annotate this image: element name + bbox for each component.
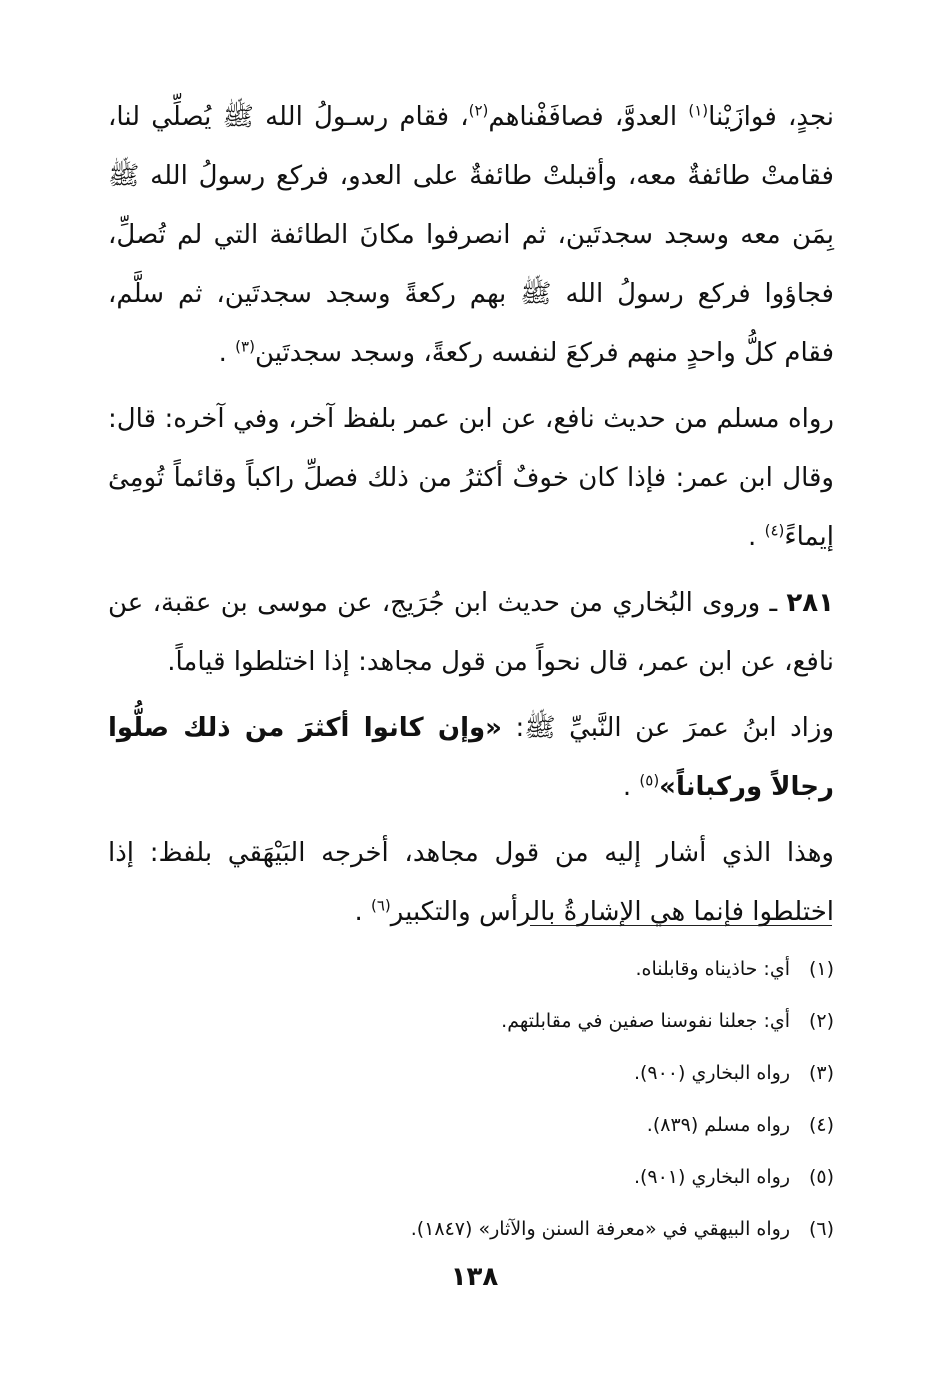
footnotes-list (108, 943, 834, 1255)
footnote-text: رواه البخاري (٩٠١). (633, 1166, 790, 1188)
footnote-text: أي: حاذيناه وقابلناه. (635, 958, 790, 980)
footnote-ref: (٦) (370, 896, 391, 915)
footnote (108, 1203, 834, 1255)
footnote-number: (٥) (808, 1166, 834, 1188)
footnote-text: أي: جعلنا نفوسنا صفين في مقابلتهم. (501, 1010, 790, 1032)
text-run: . (354, 897, 371, 927)
bold-text-run: «وإن كانوا أكثرَ من ذلك صلُّوا رجالاً وركباناً» (108, 713, 834, 802)
footnote (108, 943, 834, 995)
footnote (108, 1151, 834, 1203)
text-run: نجدٍ، فوازَيْنا (708, 102, 834, 132)
footnote-divider (530, 925, 832, 926)
footnote-text: رواه البيهقي في «معرفة السنن والآثار» (١٨٤٧). (410, 1218, 790, 1240)
footnote (108, 995, 834, 1047)
bold-text-run: ٢٨١ (786, 588, 834, 618)
footnote (108, 1099, 834, 1151)
text-run: ، فقام رسـولُ الله ﷺ يُصلِّي لنا، فقامتْ طائفةٌ معه، وأقبلتْ طائفةٌ على العدو، فركع رسولُ الله ﷺ بِمَن معه وسجد سجدتَين، ثم انصرفوا مكانَ الطائفة التي لم تُصلِّ، فجاؤوا فركع رسولُ الله ﷺ بهم ركعةً وسجد سجدتَين، ثم سلَّم، فقام كلُّ واحدٍ منهم فركعَ لنفسه ركعةً، وسجد سجدتَين (108, 102, 834, 368)
text-run: . (218, 338, 236, 368)
footnote-ref: (٥) (639, 771, 660, 790)
footnote-text: رواه مسلم (٨٣٩). (646, 1114, 790, 1136)
page-number: ١٣٨ (450, 1262, 499, 1292)
text-run: . (622, 772, 640, 802)
paragraph (108, 390, 834, 567)
text-run: ـ وروى البُخاري من حديث ابن جُرَيج، عن موسى بن عقبة، عن نافع، عن ابن عمر، قال نحواً من قول مجاهد: إذا اختلطوا قياماً. (108, 588, 834, 677)
footnote-text: رواه البخاري (٩٠٠). (633, 1062, 790, 1084)
footnote-ref: (٢) (468, 101, 489, 120)
paragraph (108, 574, 834, 692)
text-run: وهذا الذي أشار إليه من قول مجاهد، أخرجه البَيْهَقي بلفظ: إذا اختلطوا فإنما هي الإشارةُ بالرأس والتكبير (108, 838, 834, 927)
footnote (108, 1047, 834, 1099)
paragraph (108, 699, 834, 817)
footnote-number: (٦) (808, 1218, 834, 1240)
footnote-number: (٤) (808, 1114, 834, 1136)
paragraph (108, 88, 834, 383)
footnote-ref: (١) (688, 101, 709, 120)
text-run: . (748, 522, 765, 552)
footnote-number: (٢) (808, 1010, 834, 1032)
text-run: وزاد ابنُ عمرَ عن النَّبيِّ ﷺ: (501, 713, 835, 743)
text-run: العدوَّ، فصافَفْناهم (488, 102, 689, 132)
footnote-number: (١) (808, 958, 834, 980)
footnote-ref: (٣) (235, 337, 255, 356)
main-text (108, 88, 834, 942)
footnote-ref: (٤) (764, 521, 785, 540)
footnote-number: (٣) (808, 1062, 834, 1084)
text-run: رواه مسلم من حديث نافع، عن ابن عمر بلفظ آخر، وفي آخره: قال: وقال ابن عمر: فإذا كان خوفٌ أكثرُ من ذلك فصلِّ راكباً وقائماً تُومِئ إيماءً (108, 404, 834, 552)
